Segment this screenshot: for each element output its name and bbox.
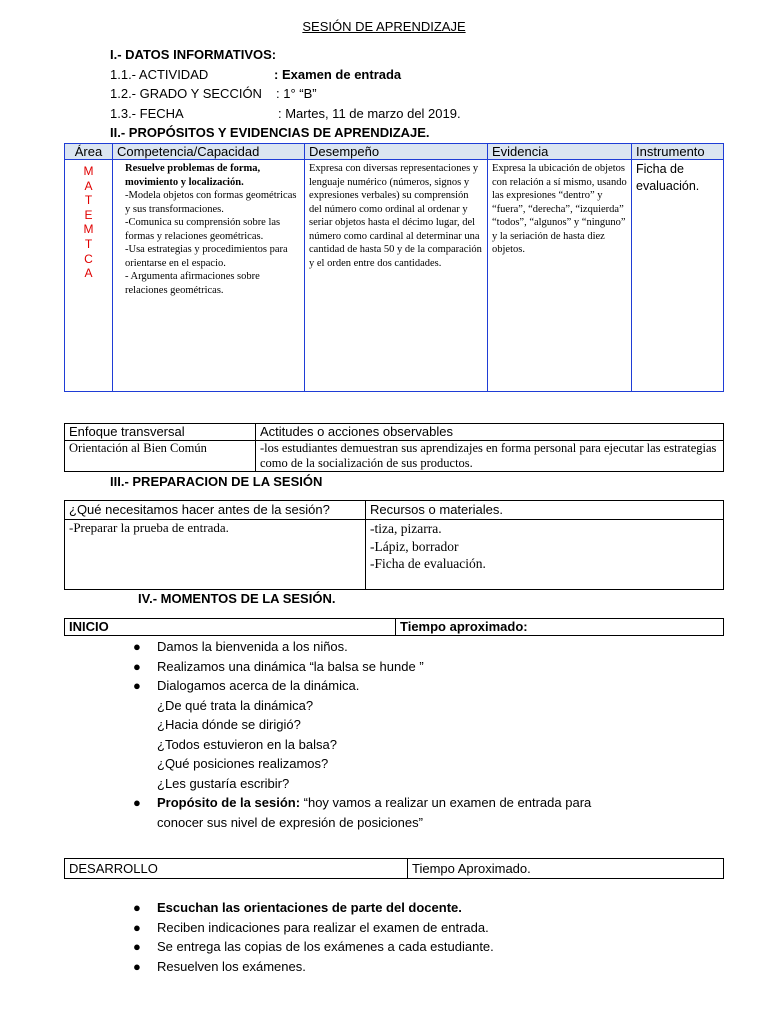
info-grade-value: : 1° “B” xyxy=(276,86,317,101)
preparation-table xyxy=(64,500,724,590)
materials-header: Recursos o materiales. xyxy=(366,501,724,520)
enfoque-name: Orientación al Bien Común xyxy=(65,441,256,472)
desarrollo-label: DESARROLLO xyxy=(65,859,408,879)
info-activity-label: 1.1.- ACTIVIDAD xyxy=(110,67,209,82)
purposes-table xyxy=(64,143,724,392)
question: ¿Qué posiciones realizamos? xyxy=(157,756,329,771)
before-text: -Preparar la prueba de entrada. xyxy=(65,520,366,590)
material-item: -Lápiz, borrador xyxy=(370,538,459,554)
purposes-row xyxy=(65,160,724,392)
inicio-table xyxy=(64,618,724,636)
list-item: ● Realizamos una dinámica “la balsa se hunde ” xyxy=(133,657,693,677)
enfoque-table xyxy=(64,423,724,472)
purpose-label: Propósito de la sesión: xyxy=(157,795,301,810)
actitudes-header: Actitudes o acciones observables xyxy=(256,424,724,441)
list-item: ● Escuchan las orientaciones de parte del docente. xyxy=(133,898,693,918)
desarrollo-table xyxy=(64,858,724,879)
evidencia-cell: Expresa la ubicación de objetos con relación a sí mismo, usando las expresiones “dentro” y “fuera”, “derecha”, “izquierda” “todos”, “algunos” y “ninguno” y la seriación de hasta diez objetos. xyxy=(488,160,632,392)
list-item: ● Se entrega las copias de los exámenes a cada estudiante. xyxy=(133,937,693,957)
header-evidencia: Evidencia xyxy=(488,144,632,160)
question: ¿Todos estuvieron en la balsa? xyxy=(157,736,337,752)
materials-cell xyxy=(366,520,724,590)
question: ¿De qué trata la dinámica? xyxy=(157,697,314,713)
bullet-icon: ● xyxy=(133,900,141,915)
list-item: ● Resuelven los exámenes. xyxy=(133,957,693,977)
list-item: ● Damos la bienvenida a los niños. xyxy=(133,637,693,657)
section2-heading: II.- PROPÓSITOS Y EVIDENCIAS DE APRENDIZAJE. xyxy=(110,125,430,140)
question: ¿Les gustaría escribir? xyxy=(157,775,290,791)
enfoque-header: Enfoque transversal xyxy=(65,424,256,441)
competencia-title: Resuelve problemas de forma, movimiento y localización. xyxy=(125,163,261,188)
bullet-icon: ● xyxy=(133,795,141,810)
page-title: SESIÓN DE APRENDIZAJE xyxy=(302,19,466,34)
area-cell xyxy=(65,160,113,392)
area-letter: T xyxy=(84,236,93,251)
header-desempeno: Desempeño xyxy=(305,144,488,160)
purposes-header-row xyxy=(65,144,724,160)
area-letter: T xyxy=(84,193,93,208)
area-letter: A xyxy=(84,266,93,281)
bullet-icon: ● xyxy=(133,919,141,935)
material-item: -tiza, pizarra. xyxy=(370,521,442,536)
bullet-icon: ● xyxy=(133,958,141,974)
area-letter: M xyxy=(83,222,94,237)
competencia-cell xyxy=(113,160,305,392)
bullet-icon: ● xyxy=(133,939,141,954)
question: ¿Hacia dónde se dirigió? xyxy=(157,717,301,732)
area-letter: A xyxy=(84,178,93,193)
info-activity-value: : Examen de entrada xyxy=(274,67,402,82)
area-letter: C xyxy=(84,251,93,266)
before-header: ¿Qué necesitamos hacer antes de la sesión? xyxy=(65,501,366,520)
competencia-item: -Modela objetos con formas geométricas y sus transformaciones. xyxy=(125,190,297,215)
inicio-list xyxy=(133,637,693,832)
section4-heading: IV.- MOMENTOS DE LA SESIÓN. xyxy=(138,591,336,606)
desempeno-cell: Expresa con diversas representaciones y lenguaje numérico (números, signos y expresiones verbales) su comprensión del número como ordinal al ordenar y seriar objetos hasta el décimo lugar, del número como cardinal al determinar una cantidad de hasta 50 y de la comparación y el orden entre dos cantidades. xyxy=(305,160,488,392)
info-date-label: 1.3.- FECHA xyxy=(110,106,184,121)
purpose-text-2: conocer sus nivel de expresión de posiciones” xyxy=(157,814,423,830)
list-item: ● Reciben indicaciones para realizar el examen de entrada. xyxy=(133,918,693,938)
competencia-item: - Argumenta afirmaciones sobre relaciones geométricas. xyxy=(125,271,260,296)
bullet-icon: ● xyxy=(133,639,141,654)
instrumento-cell: Ficha de evaluación. xyxy=(632,160,724,392)
competencia-item: -Usa estrategias y procedimientos para orientarse en el espacio. xyxy=(125,244,288,269)
header-area: Área xyxy=(65,144,113,160)
info-date-value: : Martes, 11 de marzo del 2019. xyxy=(278,106,461,121)
header-instrumento: Instrumento xyxy=(632,144,724,160)
section1-heading: I.- DATOS INFORMATIVOS: xyxy=(110,47,277,62)
list-item: ● Dialogamos acerca de la dinámica. xyxy=(133,676,693,696)
inicio-label: INICIO xyxy=(65,619,396,636)
header-competencia: Competencia/Capacidad xyxy=(113,144,305,160)
purpose-text: “hoy vamos a realizar un examen de entrada para xyxy=(300,795,592,810)
area-letter: E xyxy=(84,207,93,222)
desarrollo-list xyxy=(133,898,693,976)
desarrollo-time-label: Tiempo Aproximado. xyxy=(408,859,724,879)
purpose-item xyxy=(133,793,693,832)
area-letter: M xyxy=(83,164,94,178)
material-item: -Ficha de evaluación. xyxy=(370,556,486,571)
section3-heading: III.- PREPARACION DE LA SESIÓN xyxy=(110,474,323,489)
inicio-time-label: Tiempo aproximado: xyxy=(396,619,724,636)
bullet-icon: ● xyxy=(133,678,141,693)
question-group xyxy=(133,696,693,794)
bullet-icon: ● xyxy=(133,658,141,674)
competencia-item: -Comunica su comprensión sobre las formas y relaciones geométricas. xyxy=(125,217,281,242)
info-grade-label: 1.2.- GRADO Y SECCIÓN xyxy=(110,86,262,101)
enfoque-text: -los estudiantes demuestran sus aprendizajes en forma personal para ejecutar las estrategias como de la socialización de sus productos. xyxy=(256,441,724,472)
